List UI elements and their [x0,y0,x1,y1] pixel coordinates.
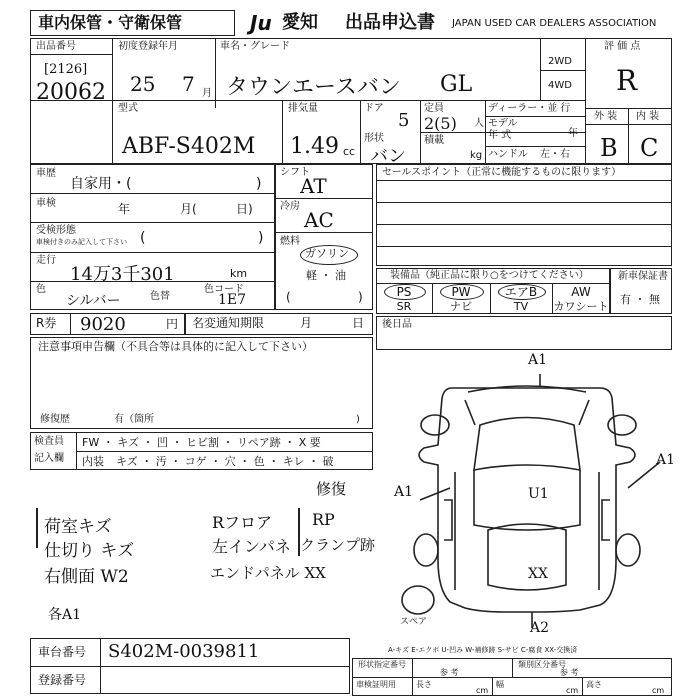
spare-label: スペア [400,617,428,627]
width-label: 幅 [496,680,504,689]
equipment-item: PW [451,285,471,299]
damage-mark-left: A1 [394,484,414,500]
name-change-label: 名変通知期限 [192,316,265,330]
drive-4wd: 4WD [548,80,572,91]
capacity-unit: 人 [474,118,484,129]
history-label: 車歴 [36,168,56,179]
drive-2wd: 2WD [548,56,572,67]
receive-close: ) [258,230,264,246]
lot-small-number: [2126] [44,62,88,77]
displacement-value: 1.49 [290,134,339,159]
receive-open: ( [140,230,146,246]
inspection-year: 年 [118,202,131,216]
fuel-label: 燃料 [280,236,300,247]
month-unit: 月 [202,88,212,99]
warranty-options: 有 ・ 無 [620,293,660,306]
mileage-value: 14万3千301 [70,264,175,285]
width-unit: cm [566,686,579,695]
aircon-label: 冷房 [280,201,300,212]
association-name: JAPAN USED CAR DEALERS ASSOCIATION [452,18,657,29]
damage-mark-right: A1 [656,452,676,468]
length-label: 長さ [416,680,432,689]
height-unit: cm [652,686,665,695]
equipment-item: SR [396,300,412,313]
form-reference: 参 考 [440,668,459,677]
equipment-item: エアB [504,285,538,299]
inspection-label: 車検 [36,198,56,209]
inspector-row-2-prefix: 内装 [82,455,104,468]
load-unit: kg [470,150,483,161]
year-unit: 年 [568,128,578,139]
chassis-label: 車台番号 [38,645,87,659]
inspector-row-2: キズ ・ 汚 ・ コゲ ・ 穴 ・ 色 ・ キレ ・ 破 [116,455,334,468]
capacity-label: 定員 [424,103,444,114]
shift-label: シフト [280,167,310,178]
handle-options: 左・右 [540,149,570,160]
kind-reference: 参 考 [560,668,579,677]
damage-mark-center: U1 [528,486,549,502]
receive-label: 受検形態 [36,225,76,236]
score-value: R [616,64,638,97]
warranty-label: 新車保証書 [618,271,668,282]
shape-value: バン [370,146,406,167]
handwritten-note-7: クランプ跡 [300,536,376,554]
equipment-label: 装備品（純正品に限り○をつけてください） [390,270,589,281]
mileage-unit: km [230,267,248,280]
model-label: 型式 [118,103,138,114]
notes-label: 注意事項申告欄（不具合等は具体的に記入して下さい） [38,340,313,353]
exterior-grade: B [600,134,618,162]
registration-year: 25 [130,72,156,96]
receive-sub: 車検付きのみ記入して下さい [36,238,127,246]
name-change-month: 月 [300,316,313,330]
kind-number-label: 類別区分番号 [518,660,566,669]
sales-point-label: セールスポイント（正常に機能するものに限ります） [382,167,622,178]
document-title: 出品申込書 [345,12,435,33]
fuel-open: ( [286,290,291,304]
model-year-label: モデル [488,118,518,129]
handwritten-note-1: 荷室キズ [44,517,112,537]
chassis-value: S402M-0039811 [108,641,260,662]
lot-number: 20062 [36,80,106,105]
door-value: 5 [398,110,410,131]
interior-label: 内 装 [636,111,660,122]
height-label: 高さ [586,680,602,689]
color-code-value: 1E7 [218,292,247,308]
damage-mark-floor: XX [528,566,548,582]
handwritten-note-2: 仕切り キズ [44,541,135,561]
displacement-unit: cc [343,145,356,158]
equipment-item: AW [571,285,591,299]
logo-mark: Ju [250,11,272,35]
cert-label: 車検証明用 [356,680,396,689]
form-number-label: 形状指定番号 [358,660,406,669]
color-code-label: 色コード [204,284,244,295]
length-unit: cm [476,686,489,695]
exterior-label: 外 装 [594,111,618,122]
color-change-label: 色替 [150,291,170,302]
fuel-close: ) [358,290,363,304]
door-label: ドア [364,103,384,114]
aircon-value: AC [304,208,334,232]
repair-close: ) [356,414,360,425]
handwritten-note-6: 左インパネ [212,537,291,556]
inspection-day: 日) [236,202,253,216]
damage-mark-top: A1 [528,352,548,368]
equipment-item: カワシート [553,300,609,313]
equipment-item: PS [396,285,412,299]
load-label: 積載 [424,135,444,146]
handle-label: ハンドル [488,149,528,160]
recycle-value: 9020 [80,314,126,335]
grade-value: GL [440,72,473,97]
model-value: ABF-S402M [122,134,256,159]
equipment-item: TV [513,300,529,313]
repair-value: 有（箇所 [114,414,154,425]
handwritten-note-4: Rフロア [212,513,273,532]
history-value: 自家用・( [70,176,132,192]
recycle-label: R券 [36,316,57,330]
logo-text: 愛知 [282,12,318,33]
damage-legend: A-キズ E-エクボ U-凹み W-補修跡 S-サビ C-腐食 XX-交換済 [388,646,578,654]
damage-mark-bottom: A2 [530,620,550,636]
name-change-day: 日 [352,316,365,330]
displacement-label: 排気量 [288,103,318,114]
car-name-value: タウンエースバン [226,75,401,100]
inspector-row-1: FW ・ キズ ・ 凹 ・ ヒビ割 ・ リペア跡 ・ X 要 [82,436,321,449]
car-name-label: 車名・グレード [220,41,290,52]
shift-value: AT [300,174,327,198]
recycle-unit: 円 [166,317,179,331]
score-label: 評 価 点 [604,41,641,52]
dealer-label: ディーラー・並 行 [488,103,571,114]
repair-label: 修復歴 [40,414,70,425]
color-value: シルバー [66,293,121,309]
capacity-value: 2(5) [424,114,457,133]
inspector-label-1: 検査員 [34,436,64,447]
mileage-label: 走行 [36,255,56,266]
fuel-diesel: 軽 ・ 油 [306,269,346,282]
handwritten-note-8: エンドパネル XX [210,564,326,582]
handwritten-note-top: 修復 [316,480,347,498]
inspector-label-2: 記入欄 [34,453,64,464]
inspection-month: 月( [180,202,197,216]
history-close: ) [256,176,262,192]
handwritten-note-3: 右側面 W2 [44,567,129,587]
model-year-label-2: 年 式 [488,130,512,141]
registration-label: 登録番号 [38,673,87,687]
handwritten-note-5: RP [312,510,335,529]
equipment-item: ナビ [450,300,472,313]
interior-grade: C [640,134,659,162]
rear-items-label: 後日品 [382,319,412,330]
handwritten-note-9: 各A1 [48,607,82,623]
lot-number-label: 出品番号 [36,41,76,52]
first-registration-label: 初度登録年月 [118,41,178,52]
storage-label: 車内保管・守衛保管 [38,13,183,32]
shape-label: 形状 [364,133,384,144]
fuel-gasoline: ガソリン [305,247,349,260]
color-label: 色 [36,284,46,295]
registration-month: 7 [182,72,195,96]
